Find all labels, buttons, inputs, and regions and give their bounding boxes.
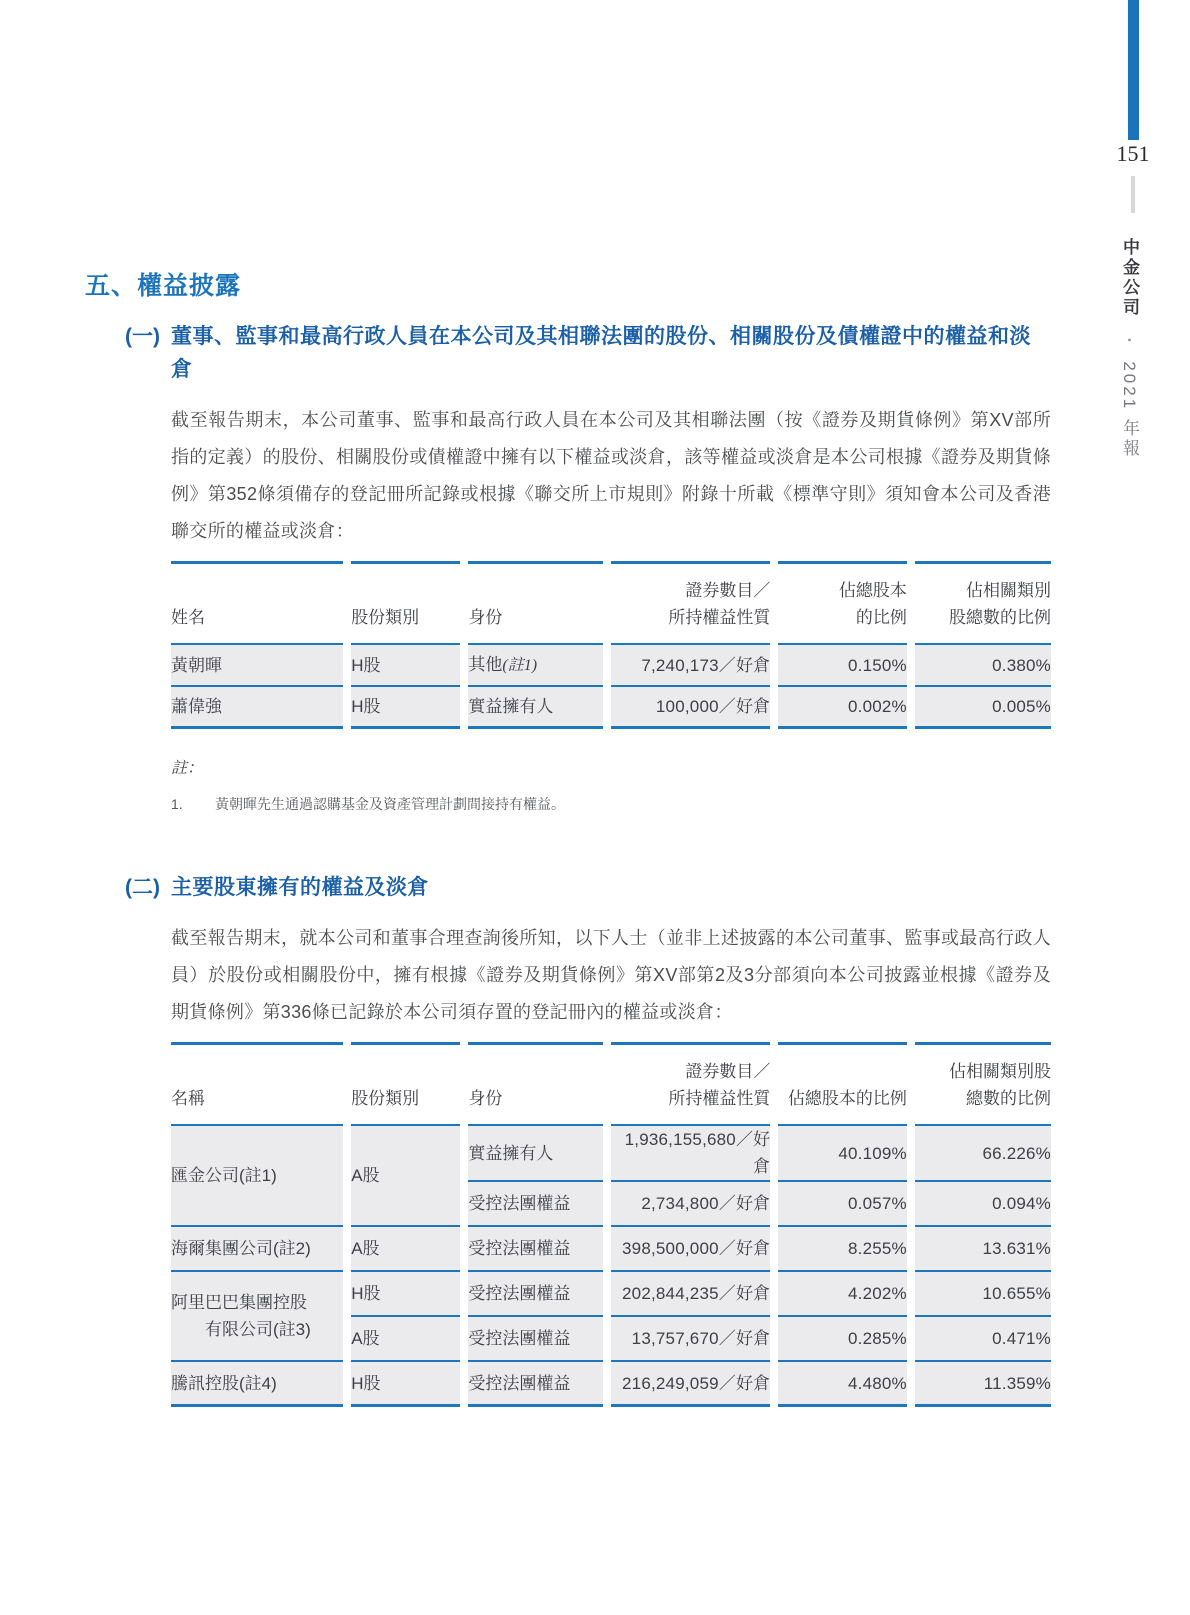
note-number: 1.: [171, 796, 183, 812]
cell-capacity: 受控法團權益: [468, 1272, 602, 1317]
cell-share-class: H股: [351, 645, 460, 687]
cell-pct-total: 4.480%: [778, 1362, 907, 1407]
table-row: [171, 645, 1051, 687]
subsection-1-paragraph: 截至報告期末，本公司董事、監事和最高行政人員在本公司及其相聯法團（按《證券及期貨條例》第XV部所指的定義）的股份、相關股份或債權證中擁有以下權益或淡倉，該等權益或淡倉是本公司根據《證券及期貨條例》第352條須備存的登記冊所記錄或根據《聯交所上市規則》附錄十所載《標準守則》須知會本公司及香港聯交所的權益或淡倉：: [171, 410, 1051, 541]
col-header-capacity: 身份: [468, 1042, 602, 1126]
cell-share-class: A股: [351, 1317, 460, 1362]
cell-pct-total: 0.002%: [778, 687, 907, 729]
cell-pct-class: 0.471%: [915, 1317, 1051, 1362]
accent-bar: [1128, 0, 1139, 140]
subsection-1-title: 董事、監事和最高行政人員在本公司及其相聯法團的股份、相關股份及債權證中的權益和淡倉: [171, 325, 1031, 381]
table-header-row: [171, 561, 1051, 645]
sidebar-tick: [1131, 176, 1135, 213]
cell-name: 匯金公司(註1): [171, 1126, 343, 1227]
cell-capacity: 受控法團權益: [468, 1227, 602, 1272]
col-header-pct-class: 佔相關類別 股總數的比例: [915, 561, 1051, 645]
cell-securities: 100,000／好倉: [611, 687, 771, 729]
main-content: [85, 266, 1051, 1407]
col-header-name: 姓名: [171, 561, 343, 645]
note-text: 黃朝暉先生通過認購基金及資產管理計劃間接持有權益。: [215, 796, 565, 812]
section-title: 五、權益披露: [85, 272, 242, 300]
subsection-2-heading: [125, 871, 1051, 904]
page-number: 151: [1116, 141, 1150, 166]
col-header-name: 名稱: [171, 1042, 343, 1126]
table-row: [171, 1126, 1051, 1182]
cell-capacity: 受控法團權益: [468, 1317, 602, 1362]
cell-securities: 2,734,800／好倉: [611, 1182, 771, 1227]
cell-pct-total: 8.255%: [778, 1227, 907, 1272]
cell-share-class: H股: [351, 1362, 460, 1407]
cell-name: 海爾集團公司(註2): [171, 1227, 343, 1272]
cell-pct-total: 0.057%: [778, 1182, 907, 1227]
cell-name: 黃朝暉: [171, 645, 343, 687]
cell-name: 騰訊控股(註4): [171, 1362, 343, 1407]
subsection-2-paragraph: 截至報告期末，就本公司和董事合理查詢後所知，以下人士（並非上述披露的本公司董事、監事或最高行政人員）於股份或相關股份中，擁有根據《證券及期貨條例》第XV部第2及3分部須向本公司披露並根據《證券及期貨條例》第336條已記錄於本公司須存置的登記冊內的權益或淡倉：: [171, 928, 1051, 1022]
col-header-securities: 證券數目／ 所持權益性質: [611, 1042, 771, 1126]
table-row: [171, 687, 1051, 729]
subsection-1-heading: [125, 320, 1051, 386]
brand-name: 中金公司: [1120, 238, 1139, 318]
cell-pct-class: 10.655%: [915, 1272, 1051, 1317]
table-row: [171, 1227, 1051, 1272]
col-header-share-class: 股份類別: [351, 561, 460, 645]
cell-pct-class: 66.226%: [915, 1126, 1051, 1182]
cell-share-class: A股: [351, 1126, 460, 1227]
directors-interests-table: [163, 561, 1059, 729]
cell-capacity: 實益擁有人: [468, 1126, 602, 1182]
cell-share-class: H股: [351, 1272, 460, 1317]
cell-securities: 1,936,155,680／好倉: [611, 1126, 771, 1182]
cell-name: 蕭偉強: [171, 687, 343, 729]
table-row: [171, 1272, 1051, 1317]
subsection-substantial-shareholders: [85, 871, 1051, 1407]
subsection-1-marker: (一): [125, 325, 160, 348]
cell-pct-class: 0.005%: [915, 687, 1051, 729]
col-header-pct-total: 佔總股本的比例: [778, 1042, 907, 1126]
table-row: [171, 1362, 1051, 1407]
col-header-securities: 證券數目／ 所持權益性質: [611, 561, 771, 645]
cell-pct-total: 0.150%: [778, 645, 907, 687]
cell-pct-total: 40.109%: [778, 1126, 907, 1182]
substantial-shareholders-table: [163, 1042, 1059, 1407]
cell-securities: 216,249,059／好倉: [611, 1362, 771, 1407]
note-reference: (註1): [502, 657, 538, 674]
col-header-pct-total: 佔總股本 的比例: [778, 561, 907, 645]
cell-share-class: H股: [351, 687, 460, 729]
cell-share-class: A股: [351, 1227, 460, 1272]
cell-capacity: 受控法團權益: [468, 1182, 602, 1227]
cell-securities: 398,500,000／好倉: [611, 1227, 771, 1272]
cell-securities: 13,757,670／好倉: [611, 1317, 771, 1362]
note-item: [171, 794, 1051, 815]
brand-vertical: [1117, 238, 1141, 459]
notes-label: 註：: [171, 760, 204, 777]
brand-edition: 2021 年報: [1120, 361, 1139, 459]
cell-securities: 7,240,173／好倉: [611, 645, 771, 687]
cell-pct-total: 4.202%: [778, 1272, 907, 1317]
brand-separator-dot: •: [1123, 337, 1135, 342]
cell-capacity: 其他(註1): [468, 645, 602, 687]
cell-pct-class: 11.359%: [915, 1362, 1051, 1407]
subsection-2-marker: (二): [125, 876, 160, 899]
cell-capacity: 實益擁有人: [468, 687, 602, 729]
cell-pct-total: 0.285%: [778, 1317, 907, 1362]
notes-section: [171, 755, 1051, 815]
col-header-pct-class: 佔相關類別股 總數的比例: [915, 1042, 1051, 1126]
table-header-row: [171, 1042, 1051, 1126]
cell-name: 阿里巴巴集團控股 有限公司(註3): [171, 1272, 343, 1362]
cell-pct-class: 0.094%: [915, 1182, 1051, 1227]
col-header-share-class: 股份類別: [351, 1042, 460, 1126]
cell-pct-class: 13.631%: [915, 1227, 1051, 1272]
cell-capacity: 受控法團權益: [468, 1362, 602, 1407]
cell-securities: 202,844,235／好倉: [611, 1272, 771, 1317]
cell-pct-class: 0.380%: [915, 645, 1051, 687]
col-header-capacity: 身份: [468, 561, 602, 645]
subsection-directors-interests: [85, 320, 1051, 815]
subsection-2-title: 主要股東擁有的權益及淡倉: [171, 876, 429, 899]
